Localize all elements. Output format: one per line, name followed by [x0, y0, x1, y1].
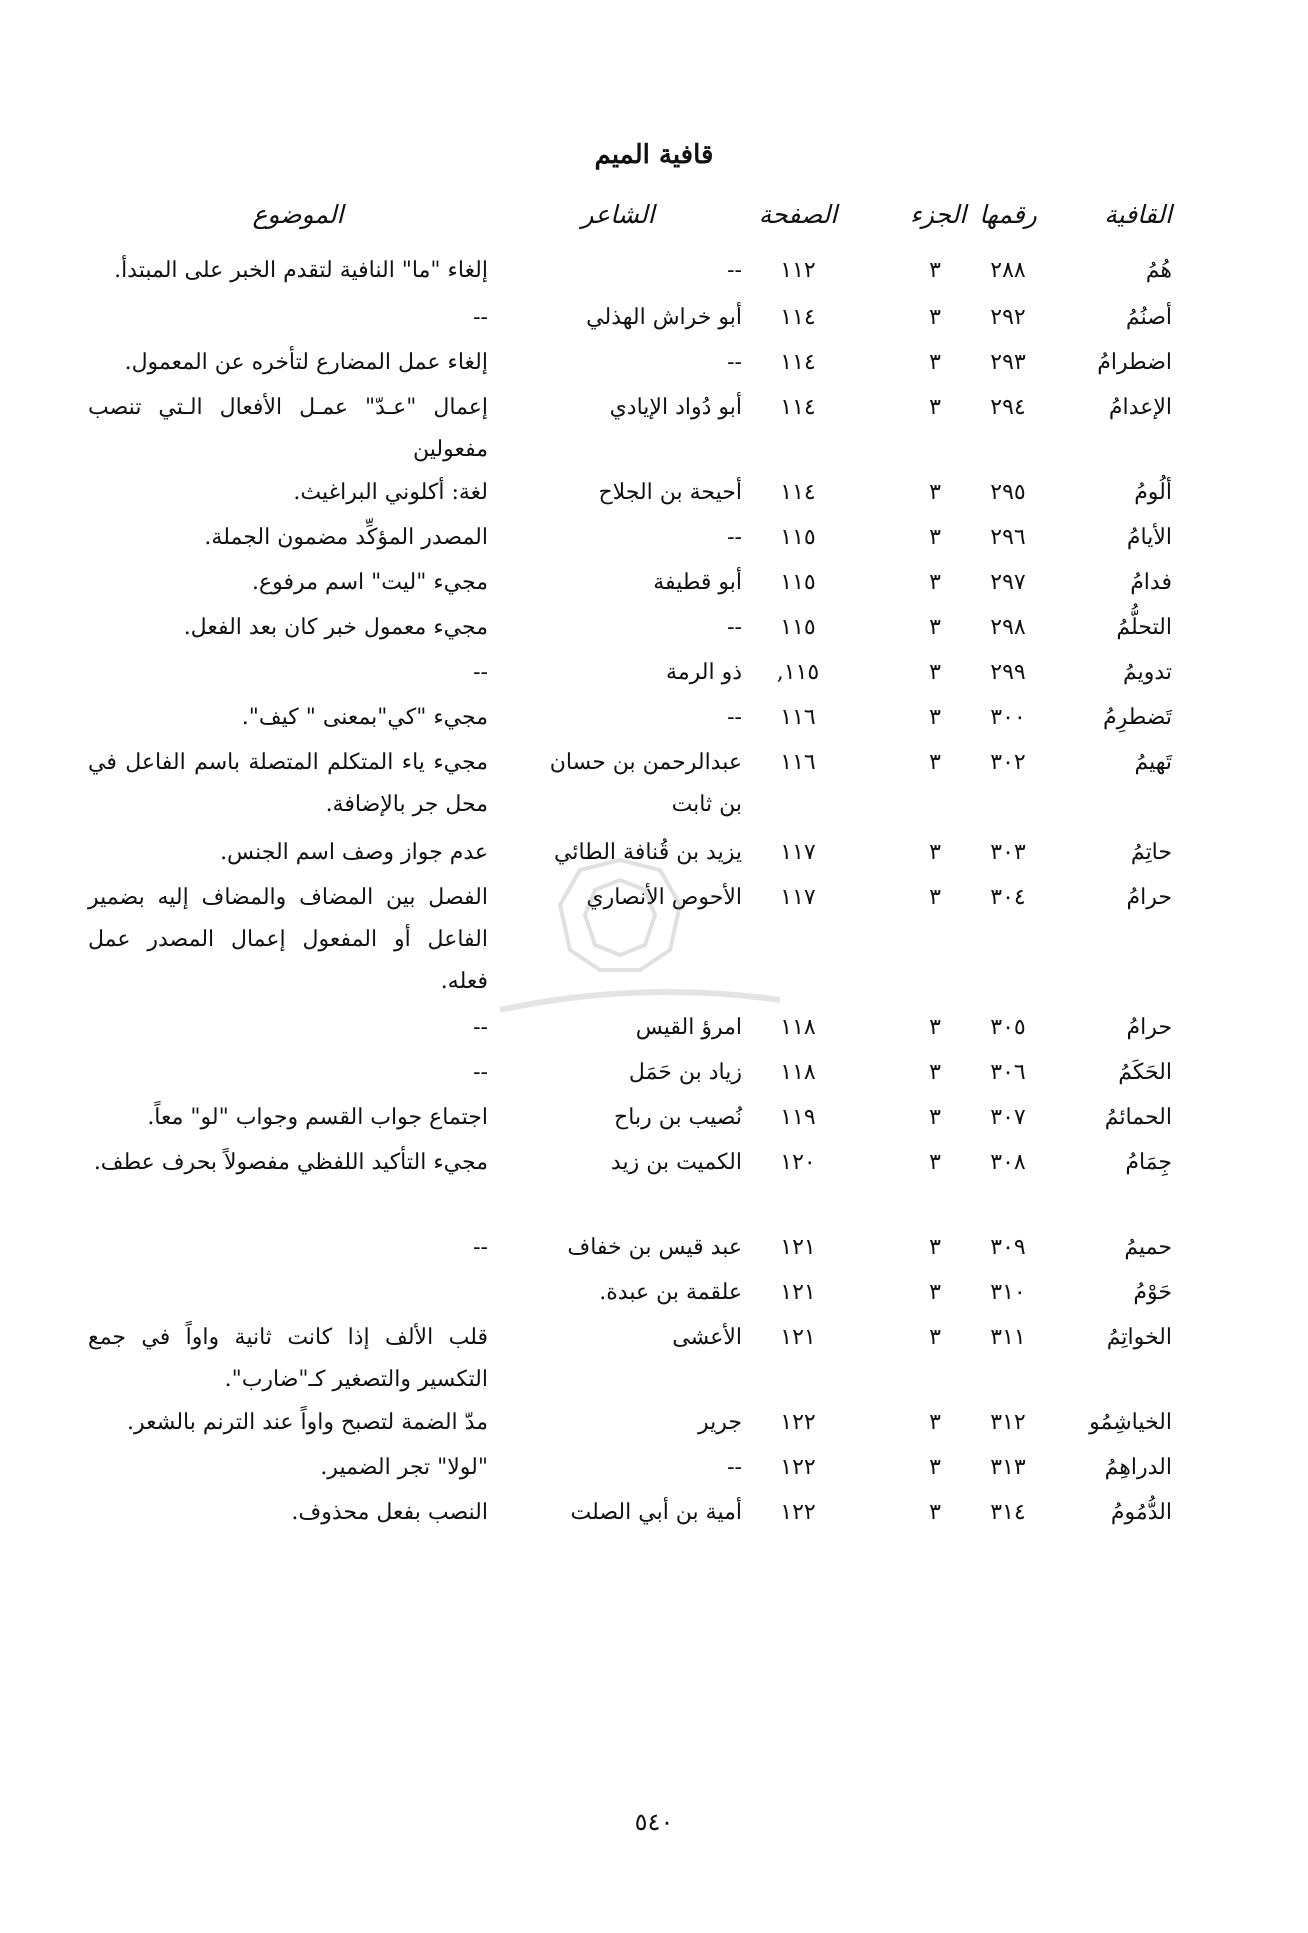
- cell-page: ١١٤: [780, 395, 816, 420]
- cell-qafiya: ألُومُ: [1134, 480, 1172, 505]
- cell-page: ١٢٠: [780, 1150, 816, 1175]
- cell-qafiya: الدُّمُومُ: [1110, 1500, 1172, 1525]
- cell-poet: --: [727, 705, 742, 730]
- cell-number: ٢٩٢: [990, 305, 1026, 330]
- cell-number: ٣٠٥: [990, 1015, 1026, 1040]
- cell-poet: يزيد بن قُنافة الطائي: [554, 840, 742, 865]
- cell-juz: ٣: [929, 1410, 941, 1435]
- cell-qafiya: الإعدامُ: [1108, 395, 1172, 420]
- cell-topic: اجتماع جواب القسم وجواب "لو" معاً.: [147, 1105, 488, 1130]
- table-row: [0, 387, 1308, 472]
- cell-number: ٣١٣: [990, 1455, 1026, 1480]
- cell-juz: ٣: [929, 480, 941, 505]
- cell-juz: ٣: [929, 1455, 941, 1480]
- cell-page: ١١٤: [780, 480, 816, 505]
- cell-topic: --: [473, 1235, 488, 1260]
- cell-page: ١١٥,: [776, 660, 820, 685]
- table-row: [0, 250, 1308, 297]
- cell-poet: أبو قطيفة: [653, 570, 742, 595]
- cell-qafiya: التحلُّمُ: [1116, 615, 1172, 640]
- cell-poet: جرير: [698, 1410, 742, 1435]
- header-qafiya: القافية: [1104, 200, 1172, 229]
- header-poet: الشاعر: [581, 200, 655, 229]
- cell-page: ١١٢: [780, 258, 816, 283]
- table-row: [0, 652, 1308, 697]
- cell-juz: ٣: [929, 1015, 941, 1040]
- cell-juz: ٣: [929, 395, 941, 420]
- table-row: [0, 607, 1308, 652]
- table-row: [0, 472, 1308, 517]
- cell-number: ٢٩٥: [990, 480, 1026, 505]
- cell-page: ١١٩: [780, 1105, 816, 1130]
- cell-poet: --: [727, 525, 742, 550]
- cell-page: ١٢٢: [780, 1455, 816, 1480]
- cell-number: ٢٨٨: [990, 258, 1026, 283]
- library-seal-watermark: [490, 850, 790, 1050]
- table-row: [0, 1227, 1308, 1272]
- table-row: [0, 1272, 1308, 1317]
- cell-qafiya: الأيامُ: [1126, 525, 1172, 550]
- cell-topic: لغة: أكلوني البراغيث.: [293, 480, 488, 505]
- header-juz: الجزء: [910, 200, 967, 229]
- cell-poet: الكميت بن زيد: [610, 1150, 742, 1175]
- table-header: [0, 200, 1308, 240]
- cell-page: ١١٦: [780, 750, 816, 775]
- cell-qafiya: حَوْمُ: [1133, 1280, 1172, 1305]
- header-topic: الموضوع: [252, 200, 344, 229]
- table-row: [0, 742, 1308, 832]
- cell-qafiya: حاتِمُ: [1130, 840, 1172, 865]
- cell-number: ٢٩٣: [990, 350, 1026, 375]
- cell-number: ٣١٢: [990, 1410, 1026, 1435]
- cell-qafiya: فدامُ: [1130, 570, 1172, 595]
- cell-page: ١١٥: [780, 570, 816, 595]
- table-row: [0, 1097, 1308, 1142]
- cell-page: ١٢١: [780, 1280, 816, 1305]
- cell-number: ٢٩٩: [990, 660, 1026, 685]
- cell-poet: نُصيب بن رباح: [614, 1105, 742, 1130]
- cell-number: ٣٠٩: [990, 1235, 1026, 1260]
- table-row: [0, 697, 1308, 742]
- cell-number: ٣٠٧: [990, 1105, 1026, 1130]
- table-row: [0, 562, 1308, 607]
- cell-number: ٢٩٦: [990, 525, 1026, 550]
- cell-topic: مجيء ياء المتكلم المتصلة باسم الفاعل في محل جر بالإضافة.: [88, 750, 488, 817]
- cell-topic: --: [473, 305, 488, 330]
- cell-poet: الأعشى: [672, 1325, 742, 1350]
- cell-juz: ٣: [929, 258, 941, 283]
- cell-number: ٢٩٨: [990, 615, 1026, 640]
- cell-juz: ٣: [929, 1150, 941, 1175]
- cell-qafiya: تَهيمُ: [1134, 750, 1172, 775]
- cell-page: ١١٤: [780, 305, 816, 330]
- cell-page: ١٢٢: [780, 1500, 816, 1525]
- cell-poet: عبدالرحمن بن حسان بن ثابت: [549, 750, 742, 817]
- cell-topic: النصب بفعل محذوف.: [291, 1500, 488, 1525]
- cell-qafiya: حميمُ: [1124, 1235, 1172, 1260]
- cell-page: ١١٥: [780, 615, 816, 640]
- cell-page: ١٢٢: [780, 1410, 816, 1435]
- cell-topic: مجيء "ليت" اسم مرفوع.: [252, 570, 488, 595]
- cell-qafiya: الحَكَمُ: [1118, 1060, 1172, 1085]
- cell-juz: ٣: [929, 1500, 941, 1525]
- cell-qafiya: الحمائمُ: [1104, 1105, 1172, 1130]
- cell-page: ١١٦: [780, 705, 816, 730]
- cell-topic: "لولا" تجر الضمير.: [320, 1455, 488, 1480]
- cell-number: ٢٩٤: [990, 395, 1026, 420]
- cell-page: ١٢١: [780, 1235, 816, 1260]
- cell-number: ٣٠٦: [990, 1060, 1026, 1085]
- cell-qafiya: الخياشِمُو: [1089, 1410, 1172, 1435]
- cell-number: ٣٠٤: [990, 885, 1026, 910]
- cell-topic: --: [473, 1060, 488, 1085]
- cell-page: ١١٨: [780, 1060, 816, 1085]
- cell-number: ٣٠٢: [990, 750, 1026, 775]
- cell-number: ٣٠٣: [990, 840, 1026, 865]
- cell-juz: ٣: [929, 1235, 941, 1260]
- cell-juz: ٣: [929, 615, 941, 640]
- cell-number: ٣٠٨: [990, 1150, 1026, 1175]
- cell-poet: أبو خراش الهذلي: [586, 305, 742, 330]
- cell-poet: الأحوص الأنصاري: [586, 885, 742, 910]
- cell-juz: ٣: [929, 1105, 941, 1130]
- table-row: [0, 342, 1308, 387]
- cell-poet: امرؤ القيس: [635, 1015, 742, 1040]
- cell-qafiya: حرامُ: [1126, 885, 1172, 910]
- cell-qafiya: تدويمُ: [1122, 660, 1172, 685]
- cell-topic: قلب الألف إذا كانت ثانية واواً في جمع التكسير والتصغير كـ"ضارب".: [88, 1325, 488, 1392]
- cell-juz: ٣: [929, 840, 941, 865]
- table-row: [0, 1447, 1308, 1492]
- cell-poet: أمية بن أبي الصلت: [570, 1500, 742, 1525]
- cell-topic: الفصل بين المضاف والمضاف إليه بضمير الفاعل أو المفعول إعمال المصدر عمل فعله.: [88, 885, 488, 994]
- cell-number: ٣٠٠: [990, 705, 1026, 730]
- cell-qafiya: هُمُ: [1145, 258, 1172, 283]
- cell-poet: --: [727, 258, 742, 283]
- cell-poet: --: [727, 615, 742, 640]
- cell-juz: ٣: [929, 750, 941, 775]
- cell-page: ١١٨: [780, 1015, 816, 1040]
- table-row: [0, 1052, 1308, 1097]
- cell-juz: ٣: [929, 350, 941, 375]
- table-row: [0, 1142, 1308, 1227]
- cell-poet: --: [727, 350, 742, 375]
- cell-topic: المصدر المؤكِّد مضمون الجملة.: [204, 525, 488, 550]
- cell-juz: ٣: [929, 885, 941, 910]
- cell-topic: مدّ الضمة لتصبح واواً عند الترنم بالشعر.: [126, 1410, 488, 1435]
- cell-qafiya: تَضطرِمُ: [1102, 705, 1172, 730]
- cell-number: ٣١١: [990, 1325, 1026, 1350]
- cell-page: ١١٤: [780, 350, 816, 375]
- cell-juz: ٣: [929, 570, 941, 595]
- table-row: [0, 517, 1308, 562]
- cell-number: ٣١٠: [990, 1280, 1026, 1305]
- cell-qafiya: الخواتِمُ: [1106, 1325, 1172, 1350]
- cell-poet: عبد قيس بن خفاف: [567, 1235, 742, 1260]
- cell-juz: ٣: [929, 705, 941, 730]
- header-number: رقمها: [979, 200, 1037, 229]
- cell-number: ٢٩٧: [990, 570, 1026, 595]
- cell-poet: أحيحة بن الجلاح: [598, 480, 742, 505]
- cell-juz: ٣: [929, 305, 941, 330]
- table-row: [0, 297, 1308, 342]
- cell-page: ١٢١: [780, 1325, 816, 1350]
- cell-qafiya: الدراهِمُ: [1104, 1455, 1172, 1480]
- cell-topic: إلغاء عمل المضارع لتأخره عن المعمول.: [124, 350, 488, 375]
- cell-poet: علقمة بن عبدة.: [599, 1280, 742, 1305]
- cell-poet: زياد بن حَمَل: [628, 1060, 742, 1085]
- cell-topic: مجيء "كي"بمعنى " كيف".: [241, 705, 488, 730]
- cell-juz: ٣: [929, 1325, 941, 1350]
- cell-poet: ذو الرمة: [666, 660, 742, 685]
- cell-qafiya: جِمَامُ: [1125, 1150, 1172, 1175]
- cell-topic: مجيء معمول خبر كان بعد الفعل.: [183, 615, 488, 640]
- cell-juz: ٣: [929, 1280, 941, 1305]
- cell-juz: ٣: [929, 525, 941, 550]
- cell-topic: عدم جواز وصف اسم الجنس.: [220, 840, 488, 865]
- section-title: قافية الميم: [594, 140, 714, 170]
- cell-topic: --: [473, 660, 488, 685]
- cell-topic: إعمال "عـدّ" عمـل الأفعال الـتي تنصب مفعولين: [88, 395, 488, 462]
- cell-juz: ٣: [929, 660, 941, 685]
- cell-qafiya: أصنُمُ: [1125, 305, 1172, 330]
- page-number: ٥٤٠: [634, 1808, 674, 1836]
- table-row: [0, 1492, 1308, 1537]
- cell-topic: إلغاء "ما" النافية لتقدم الخبر على المبتدأ.: [114, 258, 488, 283]
- cell-topic: مجيء التأكيد اللفظي مفصولاً بحرف عطف.: [93, 1150, 488, 1175]
- cell-poet: --: [727, 1455, 742, 1480]
- cell-page: ١١٥: [780, 525, 816, 550]
- header-page: الصفحة: [758, 200, 838, 229]
- cell-juz: ٣: [929, 1060, 941, 1085]
- cell-page: ١١٧: [780, 840, 816, 865]
- table-row: [0, 1317, 1308, 1402]
- cell-poet: أبو دُواد الإيادي: [609, 395, 742, 420]
- cell-qafiya: اضطرامُ: [1097, 350, 1172, 375]
- cell-qafiya: حرامُ: [1126, 1015, 1172, 1040]
- cell-page: ١١٧: [780, 885, 816, 910]
- cell-topic: --: [473, 1015, 488, 1040]
- cell-number: ٣١٤: [990, 1500, 1026, 1525]
- table-row: [0, 1402, 1308, 1447]
